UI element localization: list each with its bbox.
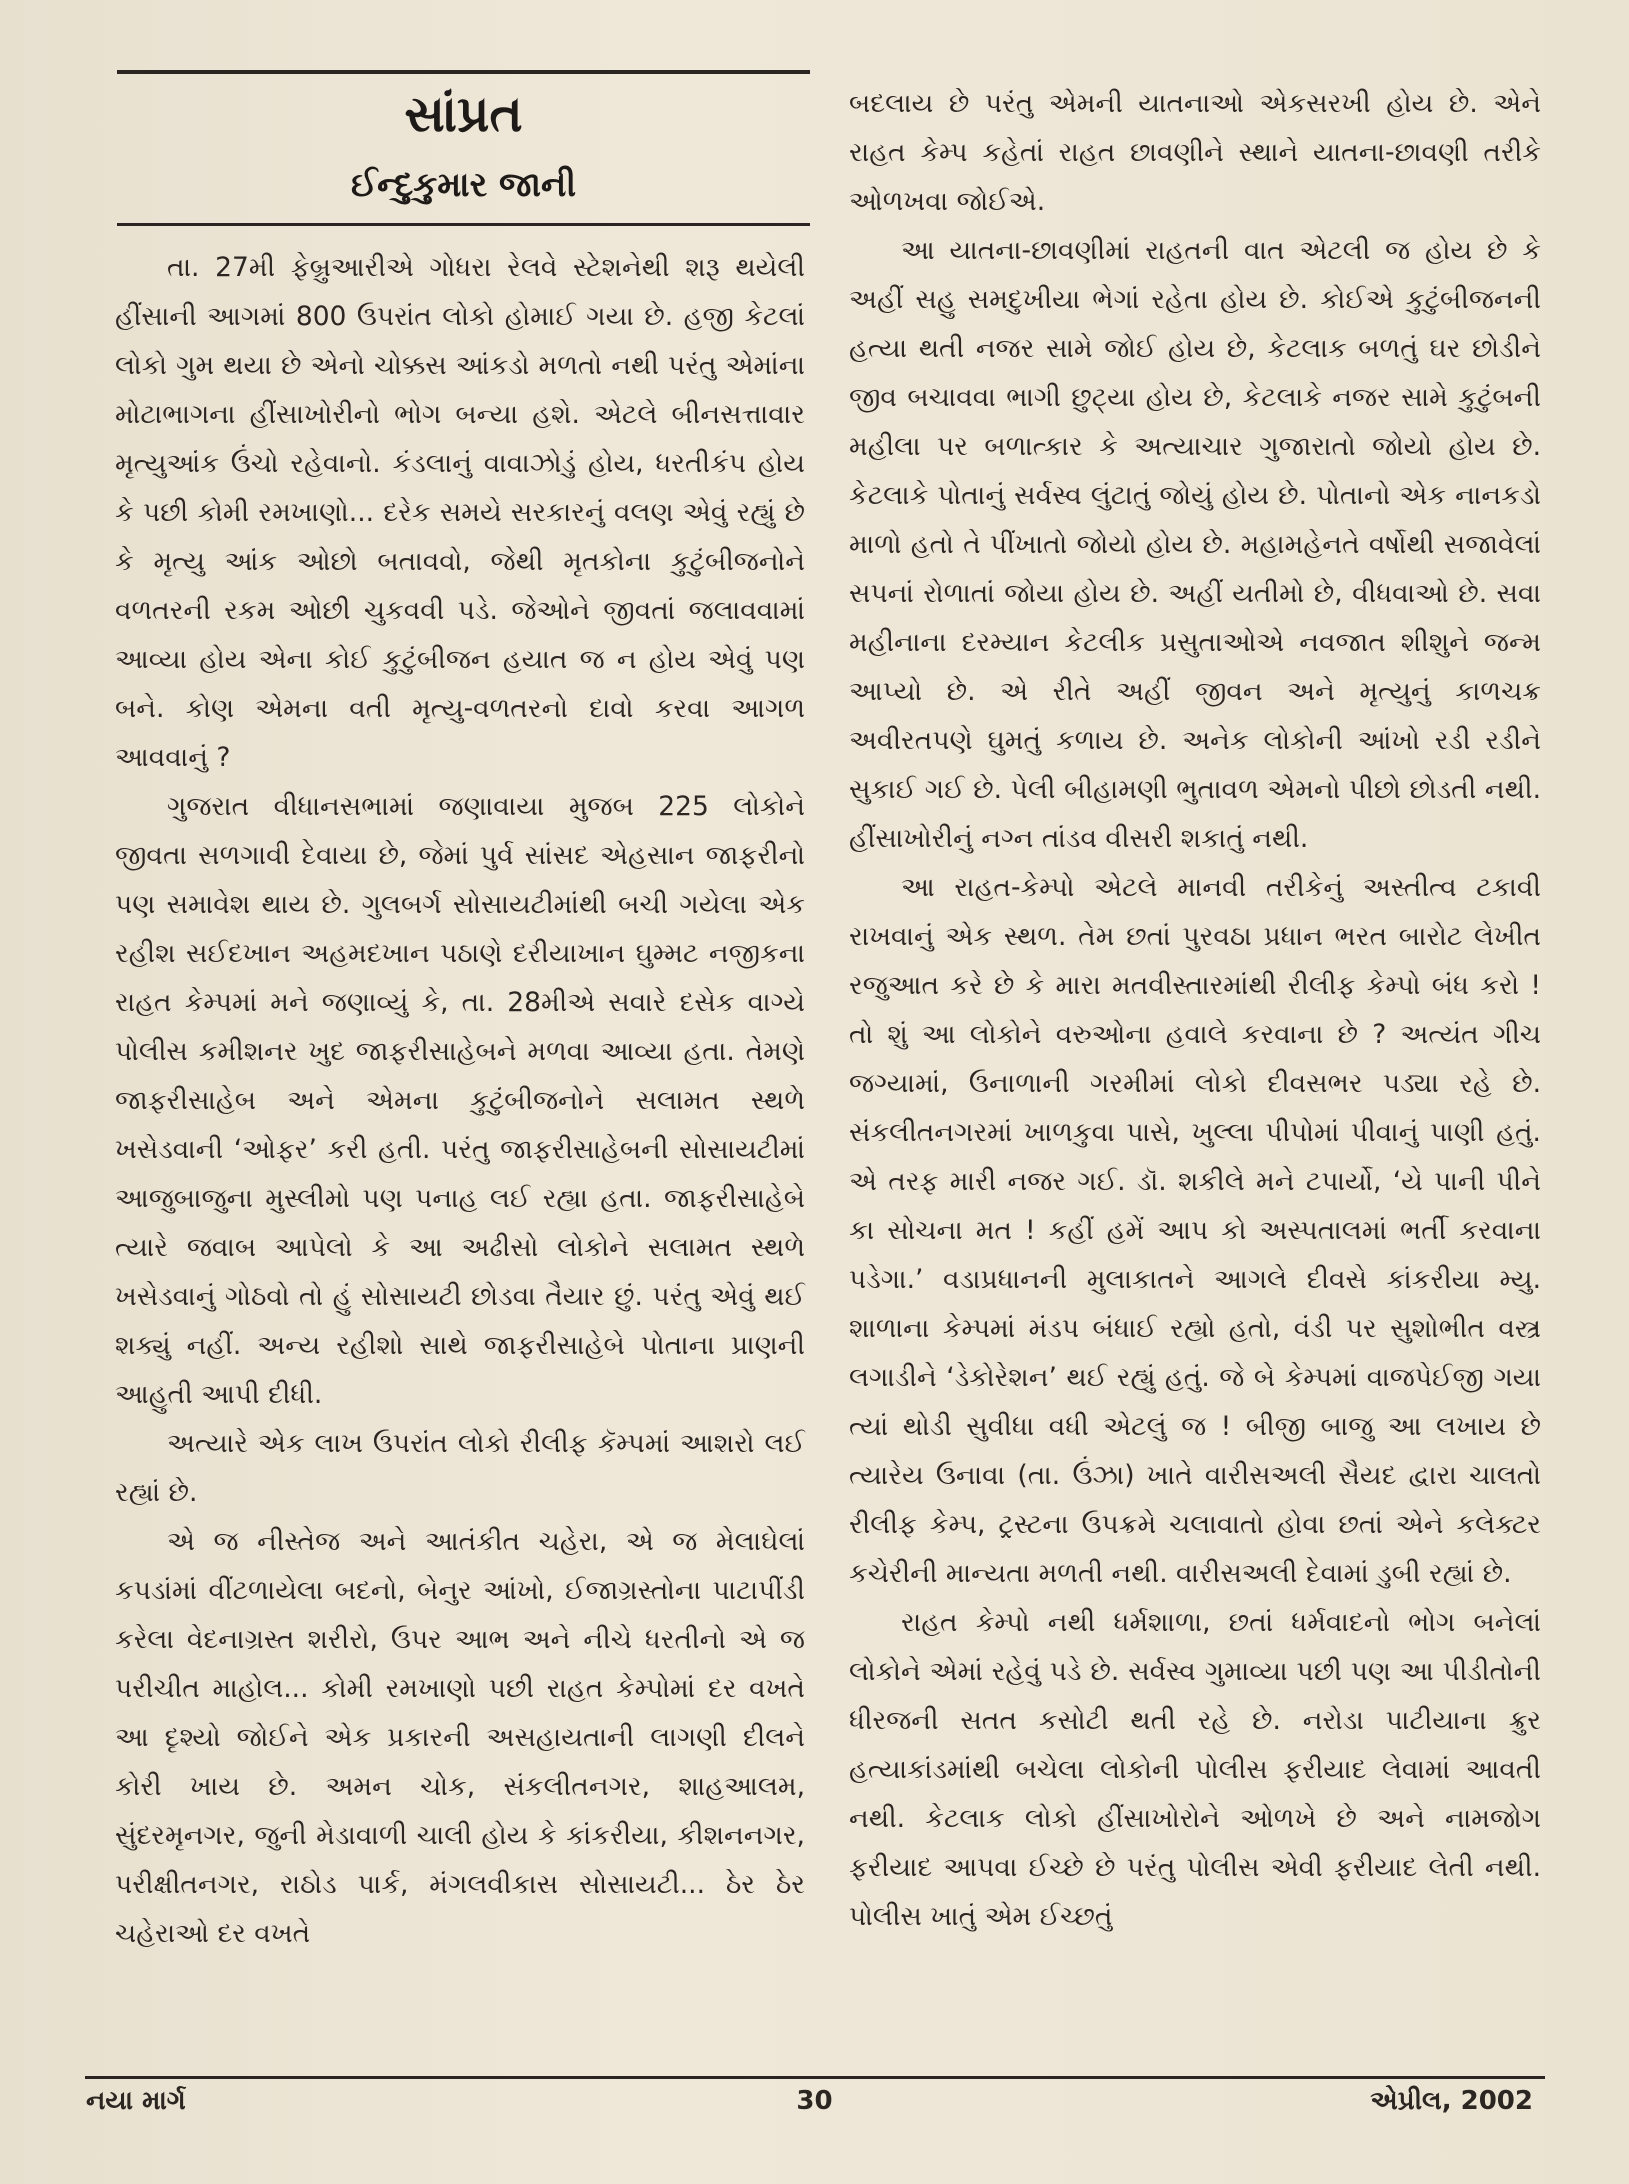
header-top-rule xyxy=(117,70,810,74)
publication-name: નયા માર્ગ xyxy=(86,2086,186,2116)
article-left-column xyxy=(115,243,805,1958)
page-number: 30 xyxy=(796,2086,833,2116)
header-bottom-rule xyxy=(117,223,810,226)
issue-date: એપ્રીલ, 2002 xyxy=(1370,2086,1533,2116)
footer-rule xyxy=(85,2076,1545,2079)
author-name: ઈન્દુકુમાર જાની xyxy=(350,165,577,205)
paragraph: તા. 27મી ફેબ્રુઆરીએ ગોધરા રેલવે સ્ટેશનેથી શરૂ થયેલી હીંસાની આગમાં 800 ઉપરાંત લોકો હોમાઈ ગયા છે. હજી કેટલાં લોકો ગુમ થયા છે એનો ચોક્કસ આંકડો મળતો નથી પરંતુ એમાંના મોટાભાગના હીંસાખોરીનો ભોગ બન્યા હશે. એટલે બીનસત્તાવાર મૃત્યુઆંક ઉંચો રહેવાનો. કંડલાનું વાવાઝોડું હોય, ધરતીકંપ હોય કે પછી કોમી રમખાણો... દરેક સમયે સરકારનું વલણ એવું રહ્યું છે કે મૃત્યુ આંક ઓછો બતાવવો, જેથી મૃતકોના કુટુંબીજનોને વળતરની રકમ ઓછી ચુકવવી પડે. જેઓને જીવતાં જલાવવામાં આવ્યા હોય એના કોઈ કુટુંબીજન હયાત જ ન હોય એવું પણ બને. કોણ એમના વતી મૃત્યુ-વળતરનો દાવો કરવા આગળ આવવાનું ? xyxy=(115,252,805,773)
paragraph: આ રાહત-કેમ્પો એટલે માનવી તરીકેનું અસ્તીત્વ ટકાવી રાખવાનું એક સ્થળ. તેમ છતાં પુરવઠા પ્રધાન ભરત બારોટ લેખીત રજુઆત કરે છે કે મારા મતવીસ્તારમાંથી રીલીફ કેમ્પો બંધ કરો ! તો શું આ લોકોને વરુઓના હવાલે કરવાના છે ? અત્યંત ગીચ જગ્યામાં, ઉનાળાની ગરમીમાં લોકો દીવસભર પડ્યા રહે છે. સંકલીતનગરમાં ખાળકુવા પાસે, ખુલ્લા પીપોમાં પીવાનું પાણી હતું. એ તરફ મારી નજર ગઈ. ડૉ. શકીલે મને ટપાર્યો, ‘યે પાની પીને કા સોચના મત ! કહીં હમેં આપ કો અસ્પતાલમાં ભર્તી કરવાના પડેગા.’ વડાપ્રધાનની મુલાકાતને આગલે દીવસે કાંકરીયા મ્યુ. શાળાના કેમ્પમાં મંડપ બંધાઈ રહ્યો હતો, વંડી પર સુશોભીત વસ્ત્ર લગાડીને ‘ડેકોરેશન’ થઈ રહ્યું હતું. જે બે કેમ્પમાં વાજપેઈજી ગયા ત્યાં થોડી સુવીધા વધી એટલું જ ! બીજી બાજુ આ લખાય છે ત્યારેય ઉનાવા (તા. ઉંઝા) ખાતે વારીસઅલી સૈયદ દ્વારા ચાલતો રીલીફ કેમ્પ, ટ્રસ્ટના ઉપક્રમે ચલાવાતો હોવા છતાં એને કલેક્ટર કચેરીની માન્યતા મળતી નથી. વારીસઅલી દેવામાં ડુબી રહ્યાં છે. xyxy=(849,872,1541,1589)
paragraph: ગુજરાત વીધાનસભામાં જણાવાયા મુજબ 225 લોકોને જીવતા સળગાવી દેવાયા છે, જેમાં પુર્વ સાંસદ એહસાન જાફરીનો પણ સમાવેશ થાય છે. ગુલબર્ગ સોસાયટીમાંથી બચી ગયેલા એક રહીશ સઈદખાન અહમદખાન પઠાણે દરીયાખાન ઘુમ્મટ નજીકના રાહત કેમ્પમાં મને જણાવ્યું કે, તા. 28મીએ સવારે દસેક વાગ્યે પોલીસ કમીશનર ખુદ જાફરીસાહેબને મળવા આવ્યા હતા. તેમણે જાફરીસાહેબ અને એમના કુટુંબીજનોને સલામત સ્થળે ખસેડવાની ‘ઓફર’ કરી હતી. પરંતુ જાફરીસાહેબની સોસાયટીમાં આજુબાજુના મુસ્લીમો પણ પનાહ લઈ રહ્યા હતા. જાફરીસાહેબે ત્યારે જવાબ આપેલો કે આ અઢીસો લોકોને સલામત સ્થળે ખસેડવાનું ગોઠવો તો હું સોસાયટી છોડવા તૈયાર છું. પરંતુ એવું થઈ શક્યું નહીં. અન્ય રહીશો સાથે જાફરીસાહેબે પોતાના પ્રાણની આહુતી આપી દીધી. xyxy=(115,791,805,1410)
paragraph: આ યાતના-છાવણીમાં રાહતની વાત એટલી જ હોય છે કે અહીં સહુ સમદુખીયા ભેગાં રહેતા હોય છે. કોઈએ કુટુંબીજનની હત્યા થતી નજર સામે જોઈ હોય છે, કેટલાક બળતું ઘર છોડીને જીવ બચાવવા ભાગી છુટ્યા હોય છે, કેટલાકે નજર સામે કુટુંબની મહીલા પર બળાત્કાર કે અત્યાચાર ગુજારાતો જોયો હોય છે. કેટલાકે પોતાનું સર્વસ્વ લુંટાતું જોયું હોય છે. પોતાનો એક નાનકડો માળો હતો તે પીંખાતો જોયો હોય છે. મહામહેનતે વર્ષોથી સજાવેલાં સપનાં રોળાતાં જોયા હોય છે. અહીં યતીમો છે, વીધવાઓ છે. સવા મહીનાના દરમ્યાન કેટલીક પ્રસુતાઓએ નવજાત શીશુને જન્મ આપ્યો છે. એ રીતે અહીં જીવન અને મૃત્યુનું કાળચક્ર અવીરતપણે ઘુમતું કળાય છે. અનેક લોકોની આંખો રડી રડીને સુકાઈ ગઈ છે. પેલી બીહામણી ભુતાવળ એમનો પીછો છોડતી નથી. હીંસાખોરીનું નગ્ન તાંડવ વીસરી શકાતું નથી. xyxy=(849,235,1541,854)
paragraph: એ જ નીસ્તેજ અને આતંકીત ચહેરા, એ જ મેલાઘેલાં કપડાંમાં વીંટળાયેલા બદનો, બેનુર આંખો, ઈજાગ્રસ્તોના પાટાપીંડી કરેલા વેદનાગ્રસ્ત શરીરો, ઉપર આભ અને નીચે ધરતીનો એ જ પરીચીત માહોલ... કોમી રમખાણો પછી રાહત કેમ્પોમાં દર વખતે આ દૃશ્યો જોઈને એક પ્રકારની અસહાયતાની લાગણી દીલને કોરી ખાય છે. અમન ચોક, સંકલીતનગર, શાહઆલમ, સુંદરમૃનગર, જુની મેડાવાળી ચાલી હોય કે કાંકરીયા, કીશનનગર, પરીક્ષીતનગર, રાઠોડ પાર્ક, મંગલવીકાસ સોસાયટી... ઠેર ઠેર ચહેરાઓ દર વખતે xyxy=(115,1526,805,1949)
paragraph: રાહત કેમ્પો નથી ધર્મશાળા, છતાં ધર્મવાદનો ભોગ બનેલાં લોકોને એમાં રહેવું પડે છે. સર્વસ્વ ગુમાવ્યા પછી પણ આ પીડીતોની ધીરજની સતત કસોટી થતી રહે છે. નરોડા પાટીયાના ક્રુર હત્યાકાંડમાંથી બચેલા લોકોની પોલીસ ફરીયાદ લેવામાં આવતી નથી. કેટલાક લોકો હીંસાખોરોને ઓળખે છે અને નામજોગ ફરીયાદ આપવા ઈચ્છે છે પરંતુ પોલીસ એવી ફરીયાદ લેતી નથી. પોલીસ ખાતું એમ ઈચ્છતું xyxy=(849,1607,1541,1932)
section-title: સાંપ્રત xyxy=(404,85,523,143)
paragraph: બદલાય છે પરંતુ એમની યાતનાઓ એકસરખી હોય છે. એને રાહત કેમ્પ કહેતાં રાહત છાવણીને સ્થાને યાતના-છાવણી તરીકે ઓળખવા જોઈએ. xyxy=(849,88,1541,217)
article-right-column xyxy=(849,79,1541,1941)
paragraph: અત્યારે એક લાખ ઉપરાંત લોકો રીલીફ કૅમ્પમાં આશરો લઈ રહ્યાં છે. xyxy=(115,1428,805,1508)
